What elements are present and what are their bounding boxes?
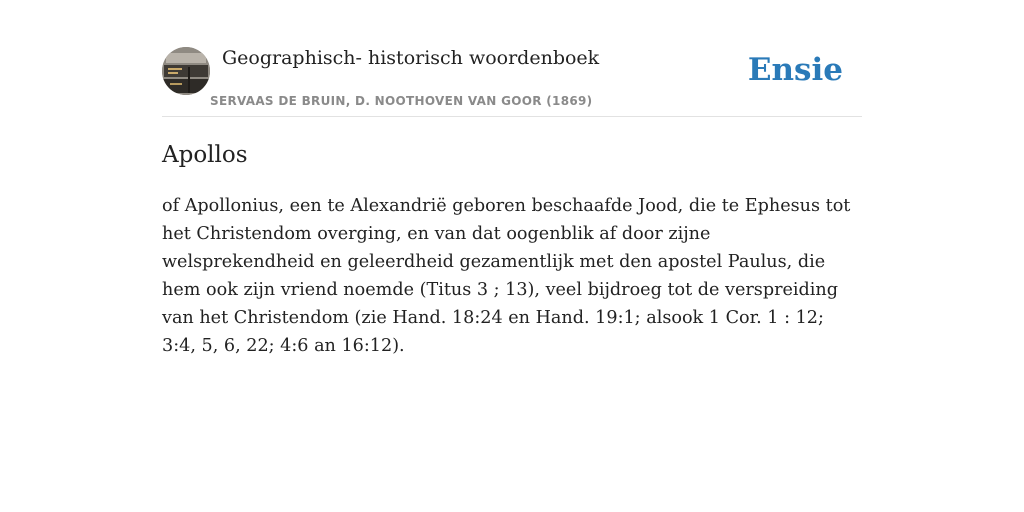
entry-title: Apollos: [162, 142, 248, 168]
book-header: [162, 46, 862, 117]
entry-body: of Apollonius, een te Alexandrië geboren beschaafde Jood, die te Ephesus tot het Christendom overging, en van dat oogenblik af door zijne welsprekendheid en geleerdheid gezamentlijk met den apostel Paulus, die hem ook zijn vriend noemde (Titus 3 ; 13), veel bijdroeg tot de verspreiding van het Christendom (zie Hand. 18:24 en Hand. 19:1; alsook 1 Cor. 1 : 12; 3:4, 5, 6, 22; 4:6 an 16:12).: [162, 196, 851, 356]
book-authors: SERVAAS DE BRUIN, D. NOOTHOVEN VAN GOOR (1869): [210, 94, 593, 108]
book-cover-icon[interactable]: [162, 47, 210, 95]
ensie-logo[interactable]: Ensie: [747, 52, 843, 88]
book-title[interactable]: Geographisch- historisch woordenboek: [222, 47, 600, 69]
